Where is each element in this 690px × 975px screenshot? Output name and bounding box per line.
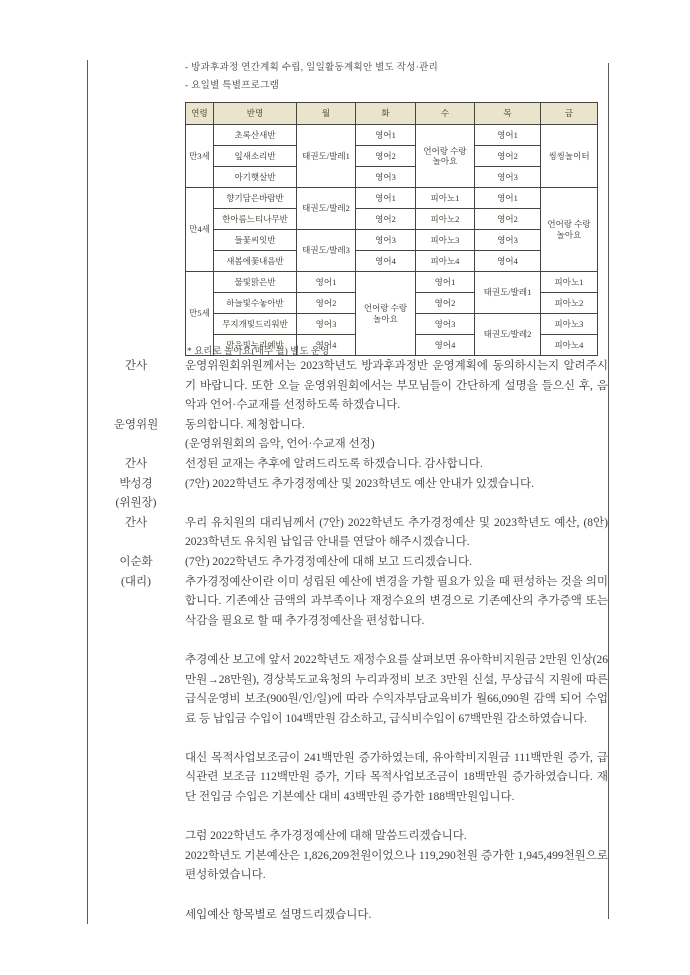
table-row xyxy=(186,167,598,188)
schedule-cell: 영어2 xyxy=(475,209,541,230)
schedule-cell: 피아노4 xyxy=(416,251,475,272)
table-footnote: * 요리로 놀아요(매주 월) 별도 운영 xyxy=(187,347,330,357)
dialogue-paragraph: (운영위원회의 음악, 언어·수교재 선정) xyxy=(185,438,375,451)
paragraph-gap xyxy=(185,729,608,749)
schedule-cell: 영어3 xyxy=(475,167,541,188)
schedule-cell: 피아노1 xyxy=(416,188,475,209)
dialogue-paragraph: 동의합니다. 제청합니다. xyxy=(185,418,305,431)
schedule-cell: 언어랑 수랑 놀아요 xyxy=(541,188,598,272)
dialogue-section xyxy=(87,357,608,925)
dialogue-paragraph: (7안) 2022학년도 추가경정예산 및 2023학년도 예산 안내가 있겠습니다. xyxy=(185,477,535,490)
page-border-right xyxy=(608,63,609,919)
dialogue-paragraph: (7안) 2022학년도 추가경정예산에 대해 보고 드리겠습니다. xyxy=(185,555,472,568)
bullet-item: - 방과후과정 연간계획 수립, 일일활동계획안 별도 작성·관리 xyxy=(185,63,439,73)
table-header-thu: 목 xyxy=(475,103,541,125)
schedule-cell: 영어3 xyxy=(356,230,416,251)
dialogue-paragraph: 추가경정예산이란 이미 성립된 예산에 변경을 가할 필요가 있을 때 편성하는 것을 의미합니다. 기존예산 금액의 과부족이나 재정수요의 변경으로 기존예산의 추가증액 또는 삭감을 필요로 할 때 추가경정예산을 편성합니다. xyxy=(185,575,608,627)
weekly-schedule-table xyxy=(185,102,598,356)
table-header-mon: 월 xyxy=(297,103,356,125)
schedule-cell: 영어2 xyxy=(356,146,416,167)
dialogue-paragraph: 대신 목적사업보조금이 241백만원 증가하였는데, 유아학비지원금 111백만원 증가, 급식관련 보조금 112백만원 증가, 기타 목적사업보조금이 18백만원 증가하였습니다. 재단 전입금 수입은 기본예산 대비 43백만원 증가한 188백만원입니다. xyxy=(185,751,608,804)
schedule-cell: 피아노3 xyxy=(541,314,598,335)
table-header-age: 연령 xyxy=(186,103,214,125)
dialogue-row xyxy=(87,553,608,925)
schedule-cell: 영어1 xyxy=(297,272,356,293)
dialogue-paragraph: 선정된 교재는 추후에 알려드리도록 하겠습니다. 감사합니다. xyxy=(185,457,483,470)
schedule-cell: 태권도/발레3 xyxy=(297,230,356,272)
bullet-list xyxy=(185,60,605,95)
schedule-cell: 피아노2 xyxy=(541,293,598,314)
speaker-label: 박성경 xyxy=(119,477,153,490)
paragraph-gap xyxy=(185,886,608,906)
schedule-cell: 피아노3 xyxy=(416,230,475,251)
dialogue-row xyxy=(87,475,608,514)
dialogue-row xyxy=(87,416,608,455)
table-row xyxy=(186,251,598,272)
schedule-cell: 영어1 xyxy=(475,188,541,209)
table-header-wed: 수 xyxy=(416,103,475,125)
table-row xyxy=(186,272,598,293)
schedule-cell: 영어4 xyxy=(356,251,416,272)
class-name-cell: 잎새소리반 xyxy=(214,146,297,167)
speaker-label: 간사 xyxy=(124,360,148,372)
class-name-cell: 한아름느티나무반 xyxy=(214,209,297,230)
dialogue-paragraph: 2022학년도 기본예산은 1,826,209천원이었으나 119,290천원 증가한 1,945,499천원으로 편성하였습니다. xyxy=(185,849,608,882)
schedule-cell: 태권도/발레1 xyxy=(475,272,541,314)
table-row xyxy=(186,125,598,146)
dialogue-paragraph: 세입예산 항목별로 설명드리겠습니다. xyxy=(185,908,372,921)
schedule-cell: 영어1 xyxy=(356,125,416,146)
schedule-cell: 태권도/발레2 xyxy=(475,314,541,356)
class-name-cell: 하늘빛수놓아반 xyxy=(214,293,297,314)
age-group-cell: 만4세 xyxy=(186,188,214,272)
table-row xyxy=(186,188,598,209)
schedule-cell: 영어3 xyxy=(297,314,356,335)
schedule-cell: 영어2 xyxy=(475,146,541,167)
table-header-fri: 금 xyxy=(541,103,598,125)
class-name-cell: 초록산새반 xyxy=(214,125,297,146)
dialogue-row xyxy=(87,357,608,416)
table-row xyxy=(186,146,598,167)
schedule-cell: 언어랑 수랑 놀아요 xyxy=(356,272,416,356)
age-group-cell: 만3세 xyxy=(186,125,214,188)
schedule-cell: 영어2 xyxy=(416,293,475,314)
schedule-cell: 피아노4 xyxy=(541,335,598,356)
table-row xyxy=(186,230,598,251)
schedule-cell: 영어3 xyxy=(475,230,541,251)
class-name-cell: 물빛맑은반 xyxy=(214,272,297,293)
dialogue-row xyxy=(87,514,608,553)
class-name-cell: 맑은빛누리예반 xyxy=(214,335,297,356)
table-header-tue: 화 xyxy=(356,103,416,125)
speaker-label: 운영위원 xyxy=(113,418,159,431)
schedule-cell: 영어1 xyxy=(475,125,541,146)
schedule-cell: 영어3 xyxy=(356,167,416,188)
bullet-item: - 요일별 특별프로그램 xyxy=(185,80,280,91)
table-row xyxy=(186,209,598,230)
dialogue-paragraph: 우리 유치원의 대리님께서 (7안) 2022학년도 추가경정예산 및 2023학년도 예산, (8안) 2023학년도 유치원 납입금 안내를 연달아 해주시겠습니다. xyxy=(185,516,608,549)
dialogue-paragraph: 추경예산 보고에 앞서 2022학년도 재정수요를 살펴보면 유아학비지원금 2만원 인상(26만원→28만원), 경상북도교육청의 누리과정비 보조 3만원 신설, 무상급식 지원에 따른 급식운영비 보조(900원/인/일)에 따라 수익자부담교육비가 월66,090원 감액 되어 수업료 등 납입금 수입이 104백만원 감소하고, 급식비수입이 67백만원 감소하였습니다. xyxy=(185,653,608,725)
schedule-cell: 영어1 xyxy=(356,188,416,209)
schedule-cell: 영어1 xyxy=(416,272,475,293)
speaker-title: (대리) xyxy=(121,575,151,588)
dialogue-paragraph: 그럼 2022학년도 추가경정예산에 대해 말씀드리겠습니다. xyxy=(185,830,467,843)
speaker-title: (위원장) xyxy=(115,497,157,510)
age-group-cell: 만5세 xyxy=(186,272,214,356)
speaker-label: 이순화 xyxy=(119,555,153,568)
table-header-class: 반명 xyxy=(214,103,297,125)
dialogue-row xyxy=(87,455,608,475)
schedule-cell: 영어4 xyxy=(297,335,356,356)
speaker-label: 간사 xyxy=(124,457,148,470)
paragraph-gap xyxy=(185,631,608,651)
class-name-cell: 무지개빛드리워반 xyxy=(214,314,297,335)
schedule-cell: 영어2 xyxy=(297,293,356,314)
dialogue-paragraph: 운영위원회위원께서는 2023학년도 방과후과정반 운영계획에 동의하시는지 알려주시기 바랍니다. 또한 오늘 운영위원회에서는 부모님들이 간단하게 설명을 들으신 후, 음악과 언어·수교재를 선정하도록 하겠습니다. xyxy=(185,360,608,412)
class-name-cell: 향기담은바람반 xyxy=(214,188,297,209)
schedule-cell: 피아노1 xyxy=(541,272,598,293)
schedule-cell: 태권도/발레2 xyxy=(297,188,356,230)
schedule-cell: 영어2 xyxy=(356,209,416,230)
class-name-cell: 새봄에꽃내음반 xyxy=(214,251,297,272)
schedule-cell: 언어랑 수랑 놀아요 xyxy=(416,125,475,188)
class-name-cell: 아기햇살반 xyxy=(214,167,297,188)
schedule-cell: 영어3 xyxy=(416,314,475,335)
paragraph-gap xyxy=(185,808,608,828)
schedule-cell: 씽씽놀이터 xyxy=(541,125,598,188)
class-name-cell: 들꽃씨잇반 xyxy=(214,230,297,251)
schedule-cell: 영어4 xyxy=(416,335,475,356)
schedule-cell: 피아노2 xyxy=(416,209,475,230)
schedule-cell: 태권도/발레1 xyxy=(297,125,356,188)
schedule-cell: 영어4 xyxy=(475,251,541,272)
speaker-label: 간사 xyxy=(124,516,148,529)
